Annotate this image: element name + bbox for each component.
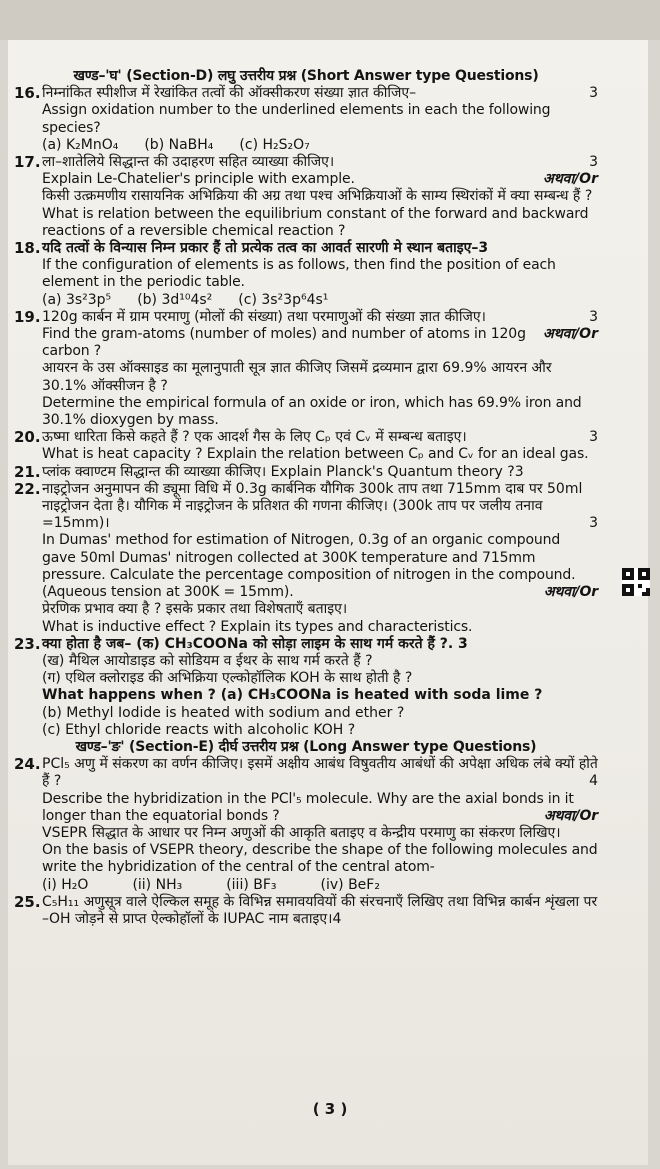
marks: 3 <box>589 515 598 532</box>
question-english <box>42 532 598 601</box>
option-a: (a) 3s²3p⁵ <box>42 291 112 308</box>
question-english: Find the gram-atoms (number of moles) and number of atoms in 120g carbon ? <box>42 326 526 360</box>
question-21 <box>14 464 598 481</box>
options <box>42 292 598 309</box>
question-english: If the configuration of elements is as follows, then find the position of each element in the periodic table. <box>42 257 556 291</box>
alternate-question-english: On the basis of VSEPR theory, describe the shape of the following molecules and write the hybridization of the central of the central atom- <box>42 842 598 876</box>
question-hindi-text: नाइट्रोजन अनुमापन की ड्यूमा विधि में 0.3g कार्बनिक यौगिक 300k ताप तथा 715mm दाब पर 50ml नाइट्रोजन देता है। यौगिक में नाइट्रोजन के प्रतिशत की गणना कीजिए। (300k ताप पर जलीय तनाव =15mm)। <box>42 480 583 532</box>
option-ii: (ii) NH₃ <box>132 876 183 893</box>
question-hindi: ऊष्मा धारिता किसे कहते हैं ? एक आदर्श गैस के लिए Cₚ एवं Cᵥ में सम्बन्ध बताइए। <box>42 429 467 446</box>
question-english: Explain Le-Chatelier's principle with example. <box>42 171 355 188</box>
alternate-question-english: What is relation between the equilibrium constant of the forward and backward reactions of a reversible chemical reaction ? <box>42 205 589 239</box>
alternate-question-english: Determine the empirical formula of an oxide or iron, which has 69.9% iron and 30.1% dioxygen by mass. <box>42 394 582 429</box>
options <box>42 877 598 894</box>
question-hindi-a: क्या होता है जब– (क) CH₃COONa को सोड़ा लाइम के साथ गर्म करते हैं ?. 3 <box>42 635 468 652</box>
question-english-text: In Dumas' method for estimation of Nitrogen, 0.3g of an organic compound gave 50ml Dumas' nitrogen collected at 300K temperature and 715mm pressure. Calculate the percentage composition of nitrogen in the compound. (Aqueous tension at 300K = 15mm). <box>42 532 576 601</box>
alternate-question-english: What is inductive effect ? Explain its types and characteristics. <box>42 618 473 635</box>
question-25 <box>14 894 598 928</box>
question-hindi: 120g कार्बन में ग्राम परमाणु (मोलों की संख्या) तथा परमाणुओं की संख्या ज्ञात कीजिए। <box>42 308 486 325</box>
marks: 3 <box>589 429 598 446</box>
question-content <box>14 68 598 928</box>
question-english <box>42 791 598 825</box>
question-number: 16. <box>14 84 41 103</box>
question-number: 20. <box>14 428 41 447</box>
question-hindi: C₅H₁₁ अणुसूत्र वाले ऐल्किल समूह के विभिन्न समावयवियों की संरचनाएँ लिखिए तथा विभिन्न कार्बन शृंखला पर –OH जोड़ने से प्राप्त ऐल्कोहॉलों के IUPAC नाम बताइए।4 <box>42 893 598 927</box>
option-c: (c) H₂S₂O₇ <box>239 136 310 153</box>
question-number: 25. <box>14 892 41 911</box>
question-23 <box>14 636 598 739</box>
or-label: अथवा/Or <box>543 171 598 188</box>
question-english-b: (b) Methyl Iodide is heated with sodium and ether ? <box>42 704 405 721</box>
question-19 <box>14 309 598 429</box>
question-hindi-c: (ग) एथिल क्लोराइड की अभिक्रिया एल्कोहॉलिक KOH के साथ होती है ? <box>42 670 413 687</box>
question-hindi-text: PCl₅ अणु में संकरण का वर्णन कीजिए। इसमें अक्षीय आबंध विषुवतीय आबंधों की अपेक्षा अधिक लंबे क्यों होते हैं ? <box>42 756 598 790</box>
option-b: (b) NaBH₄ <box>144 136 214 153</box>
option-b: (b) 3d¹⁰4s² <box>137 291 213 308</box>
question-number: 21. <box>14 462 41 481</box>
question-english: Assign oxidation number to the underlined elements in each the following species? <box>42 102 551 136</box>
page-top-edge <box>0 0 660 40</box>
question-number: 23. <box>14 634 41 653</box>
or-label: अथवा/Or <box>543 584 598 601</box>
page-number: ( 3 ) <box>312 1100 348 1118</box>
question-24 <box>14 756 598 894</box>
question-22 <box>14 481 598 636</box>
question-english-a: What happens when ? (a) CH₃COONa is heated with soda lime ? <box>42 687 543 704</box>
or-label: अथवा/Or <box>543 807 598 824</box>
question-17 <box>14 154 598 240</box>
question-english-text: Describe the hybridization in the PCl'₅ molecule. Why are the axial bonds in it longer than the equatorial bonds ? <box>42 790 574 824</box>
question-text: प्लांक क्वाण्टम सिद्धान्त की व्याख्या कीजिए। Explain Planck's Quantum theory ?3 <box>42 463 524 480</box>
question-hindi: निम्नांकित स्पीशीज में रेखांकित तत्वों की ऑक्सीकरण संख्या ज्ञात कीजिए– <box>42 85 417 102</box>
question-18 <box>14 240 598 309</box>
question-english-c: (c) Ethyl chloride reacts with alcoholic KOH ? <box>42 721 356 738</box>
question-hindi <box>42 756 598 790</box>
alternate-question-hindi: प्रेरणिक प्रभाव क्या है ? इसके प्रकार तथा विशेषताएँ बताइए। <box>42 601 348 618</box>
question-number: 18. <box>14 239 41 258</box>
alternate-question-hindi: VSEPR सिद्धात के आधार पर निम्न अणुओं की आकृति बताइए व केन्द्रीय परमाणु का संकरण लिखिए। <box>42 824 561 841</box>
question-number: 19. <box>14 307 41 326</box>
question-number: 22. <box>14 479 41 498</box>
question-number: 17. <box>14 153 41 172</box>
question-hindi: ला–शातेलिये सिद्धान्त की उदाहरण सहित व्याख्या कीजिए। <box>42 154 335 171</box>
option-c: (c) 3s²3p⁶4s¹ <box>238 291 329 308</box>
question-20 <box>14 429 598 463</box>
section-d-heading: खण्ड–'घ' (Section-D) लघु उत्तरीय प्रश्न (Short Answer type Questions) <box>73 68 539 84</box>
alternate-question-hindi: आयरन के उस ऑक्साइड का मूलानुपाती सूत्र ज्ञात कीजिए जिसमें द्रव्यमान द्वारा 69.9% आयरन और 30.1% ऑक्सीजन है ? <box>42 360 552 394</box>
question-hindi: यदि तत्वों के विन्यास निम्न प्रकार हैं तो प्रत्येक तत्व का आवर्त सारणी मे स्थान बताइए–3 <box>42 240 489 257</box>
option-a: (a) K₂MnO₄ <box>42 136 119 153</box>
question-hindi <box>42 481 598 533</box>
options <box>42 137 598 154</box>
marks: 3 <box>589 154 598 171</box>
option-iv: (iv) BeF₂ <box>320 876 380 893</box>
question-hindi-b: (ख) मैथिल आयोडाइड को सोडियम व ईथर के साथ गर्म करते हैं ? <box>42 652 373 669</box>
option-iii: (iii) BF₃ <box>226 876 277 893</box>
question-number: 24. <box>14 755 41 774</box>
or-label: अथवा/Or <box>543 326 598 343</box>
marks: 3 <box>589 85 598 102</box>
marks: 4 <box>589 773 598 790</box>
question-english: What is heat capacity ? Explain the relation between Cₚ and Cᵥ for an ideal gas. <box>42 446 589 463</box>
alternate-question-hindi: किसी उत्क्रमणीय रासायनिक अभिक्रिया की अग्र तथा पश्च अभिक्रियाओं के साम्य स्थिरांकों में क्या सम्बन्ध हैं ? <box>42 188 593 205</box>
marks: 3 <box>589 308 598 325</box>
option-i: (i) H₂O <box>42 876 89 893</box>
section-e-heading: खण्ड–'ङ' (Section-E) दीर्घ उत्तरीय प्रश्न (Long Answer type Questions) <box>75 738 537 755</box>
qr-code <box>622 568 650 596</box>
question-16 <box>14 85 598 154</box>
